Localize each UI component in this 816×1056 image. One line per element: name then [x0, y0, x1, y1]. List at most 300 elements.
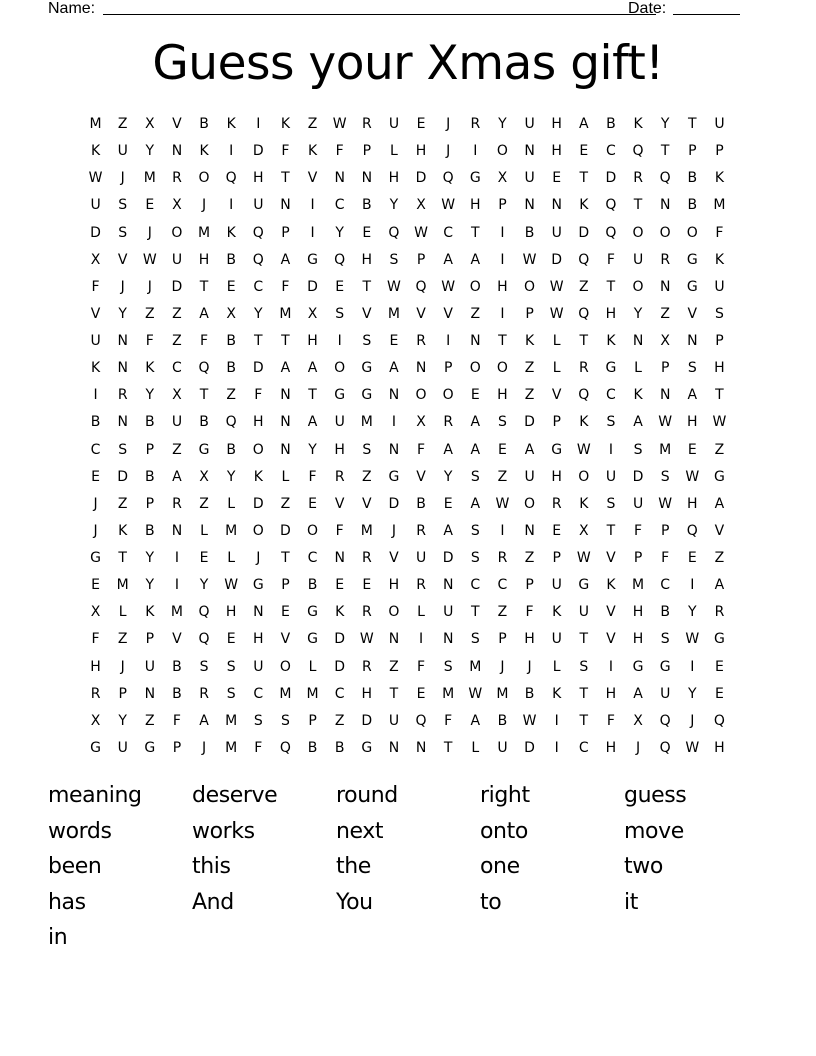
grid-cell[interactable]: R: [361, 658, 372, 675]
grid-cell[interactable]: P: [416, 251, 426, 268]
grid-cell[interactable]: Q: [225, 414, 237, 431]
grid-cell[interactable]: Q: [225, 170, 237, 187]
grid-cell[interactable]: H: [253, 170, 264, 187]
grid-cell[interactable]: S: [660, 468, 670, 485]
grid-cell[interactable]: Y: [498, 116, 507, 132]
grid-cell[interactable]: O: [659, 224, 671, 241]
grid-cell[interactable]: T: [579, 685, 589, 702]
grid-cell[interactable]: D: [388, 495, 400, 512]
grid-cell[interactable]: O: [388, 604, 400, 621]
grid-cell[interactable]: S: [633, 441, 643, 458]
grid-cell[interactable]: S: [470, 550, 480, 566]
grid-cell[interactable]: P: [660, 522, 670, 539]
grid-cell[interactable]: M: [225, 712, 238, 729]
grid-cell[interactable]: T: [199, 278, 209, 295]
grid-cell[interactable]: U: [660, 685, 671, 702]
grid-cell[interactable]: Y: [118, 712, 127, 729]
grid-cell[interactable]: Z: [389, 658, 399, 675]
grid-cell[interactable]: P: [552, 550, 561, 566]
grid-cell[interactable]: B: [226, 333, 236, 349]
grid-cell[interactable]: I: [554, 712, 559, 729]
grid-cell[interactable]: T: [606, 278, 616, 295]
grid-cell[interactable]: E: [199, 550, 209, 566]
grid-cell[interactable]: S: [226, 685, 236, 702]
grid-cell[interactable]: Q: [415, 712, 427, 729]
grid-cell[interactable]: E: [687, 441, 697, 458]
grid-cell[interactable]: D: [280, 522, 291, 539]
grid-cell[interactable]: B: [172, 685, 182, 702]
grid-cell[interactable]: S: [335, 305, 345, 322]
grid-cell[interactable]: M: [469, 658, 482, 675]
grid-cell[interactable]: N: [334, 550, 345, 566]
grid-cell[interactable]: V: [416, 468, 426, 485]
grid-cell[interactable]: O: [252, 522, 264, 539]
grid-cell[interactable]: B: [90, 414, 101, 431]
grid-cell[interactable]: H: [714, 360, 725, 377]
grid-cell[interactable]: B: [497, 712, 508, 729]
grid-cell[interactable]: O: [252, 441, 264, 458]
grid-cell[interactable]: Z: [497, 468, 508, 485]
grid-cell[interactable]: F: [172, 712, 181, 729]
grid-cell[interactable]: K: [90, 360, 101, 377]
grid-cell[interactable]: H: [524, 631, 535, 648]
grid-cell[interactable]: X: [90, 712, 101, 729]
grid-cell[interactable]: G: [90, 739, 101, 756]
grid-cell[interactable]: J: [93, 495, 98, 512]
grid-cell[interactable]: T: [660, 143, 670, 160]
grid-cell[interactable]: X: [199, 468, 209, 485]
grid-cell[interactable]: R: [551, 495, 562, 512]
grid-cell[interactable]: Z: [497, 604, 508, 621]
grid-cell[interactable]: B: [307, 577, 318, 594]
grid-cell[interactable]: Q: [279, 739, 291, 756]
grid-cell[interactable]: S: [443, 658, 453, 675]
grid-cell[interactable]: Z: [172, 441, 182, 458]
grid-cell[interactable]: H: [551, 468, 562, 485]
grid-cell[interactable]: O: [469, 360, 481, 377]
grid-cell[interactable]: Z: [117, 116, 128, 132]
grid-cell[interactable]: X: [633, 712, 643, 729]
grid-cell[interactable]: V: [362, 305, 372, 322]
grid-cell[interactable]: T: [471, 224, 480, 241]
grid-cell[interactable]: Y: [633, 305, 643, 322]
grid-cell[interactable]: E: [443, 495, 453, 512]
grid-cell[interactable]: P: [145, 495, 155, 512]
grid-cell[interactable]: N: [659, 197, 671, 214]
grid-cell[interactable]: I: [256, 116, 261, 132]
grid-cell[interactable]: E: [552, 522, 562, 539]
grid-cell[interactable]: R: [361, 604, 372, 621]
grid-cell[interactable]: U: [551, 224, 562, 241]
grid-cell[interactable]: A: [470, 441, 481, 458]
grid-cell[interactable]: N: [524, 143, 535, 160]
grid-cell[interactable]: Q: [659, 170, 671, 187]
grid-cell[interactable]: G: [605, 360, 617, 377]
grid-cell[interactable]: T: [389, 685, 399, 702]
grid-cell[interactable]: U: [497, 739, 508, 756]
grid-cell[interactable]: D: [578, 224, 590, 241]
grid-cell[interactable]: L: [634, 360, 642, 377]
grid-cell[interactable]: B: [687, 197, 698, 214]
grid-cell[interactable]: N: [442, 577, 454, 594]
grid-cell[interactable]: K: [714, 170, 725, 187]
grid-cell[interactable]: I: [500, 251, 505, 268]
grid-cell[interactable]: M: [442, 685, 455, 702]
grid-cell[interactable]: S: [389, 251, 399, 268]
grid-cell[interactable]: V: [280, 631, 291, 648]
grid-cell[interactable]: G: [714, 631, 725, 648]
grid-cell[interactable]: H: [714, 739, 725, 756]
grid-cell[interactable]: F: [335, 143, 344, 160]
grid-cell[interactable]: K: [145, 360, 155, 377]
grid-cell[interactable]: G: [90, 550, 101, 566]
grid-cell[interactable]: R: [416, 522, 426, 539]
grid-cell[interactable]: Q: [632, 143, 644, 160]
grid-cell[interactable]: T: [199, 387, 209, 404]
grid-cell[interactable]: R: [497, 550, 508, 566]
grid-cell[interactable]: K: [280, 116, 291, 132]
grid-cell[interactable]: D: [632, 468, 644, 485]
grid-cell[interactable]: A: [470, 414, 481, 431]
grid-cell[interactable]: K: [307, 143, 318, 160]
grid-cell[interactable]: E: [416, 116, 426, 132]
grid-cell[interactable]: N: [388, 631, 400, 648]
grid-cell[interactable]: X: [579, 522, 589, 539]
grid-cell[interactable]: I: [229, 197, 234, 214]
grid-cell[interactable]: E: [579, 143, 589, 160]
grid-cell[interactable]: S: [280, 712, 290, 729]
grid-cell[interactable]: L: [118, 604, 127, 621]
grid-cell[interactable]: U: [524, 116, 535, 132]
grid-cell[interactable]: J: [147, 224, 152, 241]
grid-cell[interactable]: I: [418, 631, 424, 648]
grid-cell[interactable]: M: [279, 305, 292, 322]
grid-cell[interactable]: A: [470, 251, 481, 268]
grid-cell[interactable]: I: [690, 658, 695, 675]
grid-cell[interactable]: Z: [172, 333, 182, 349]
grid-cell[interactable]: H: [361, 251, 373, 268]
grid-cell[interactable]: F: [606, 251, 615, 268]
grid-cell[interactable]: K: [226, 116, 236, 132]
grid-cell[interactable]: P: [715, 143, 724, 160]
grid-cell[interactable]: A: [714, 577, 725, 594]
grid-cell[interactable]: N: [659, 278, 671, 295]
grid-cell[interactable]: D: [551, 251, 563, 268]
grid-cell[interactable]: G: [334, 387, 346, 404]
grid-cell[interactable]: L: [227, 495, 236, 512]
grid-cell[interactable]: S: [606, 495, 616, 512]
grid-cell[interactable]: U: [524, 468, 535, 485]
grid-cell[interactable]: Y: [688, 604, 697, 621]
grid-cell[interactable]: B: [199, 414, 209, 431]
grid-cell[interactable]: X: [416, 197, 426, 214]
grid-cell[interactable]: S: [687, 360, 697, 377]
grid-cell[interactable]: E: [362, 224, 372, 241]
grid-cell[interactable]: X: [307, 305, 318, 322]
grid-cell[interactable]: D: [442, 550, 454, 566]
grid-cell[interactable]: T: [308, 387, 317, 404]
grid-cell[interactable]: E: [145, 197, 155, 214]
grid-cell[interactable]: P: [281, 224, 290, 241]
grid-cell[interactable]: J: [635, 739, 641, 756]
grid-cell[interactable]: L: [552, 333, 561, 349]
grid-cell[interactable]: R: [416, 333, 426, 349]
grid-cell[interactable]: W: [332, 116, 347, 132]
grid-cell[interactable]: G: [632, 658, 644, 675]
grid-cell[interactable]: T: [118, 550, 127, 566]
grid-cell[interactable]: D: [252, 495, 264, 512]
grid-cell[interactable]: K: [714, 251, 725, 268]
grid-cell[interactable]: W: [685, 631, 700, 648]
grid-cell[interactable]: U: [144, 658, 155, 675]
grid-cell[interactable]: L: [552, 360, 561, 377]
grid-cell[interactable]: T: [579, 631, 589, 648]
grid-cell[interactable]: B: [660, 604, 670, 621]
grid-cell[interactable]: D: [334, 658, 346, 675]
grid-cell[interactable]: I: [93, 387, 98, 404]
grid-cell[interactable]: C: [660, 577, 671, 594]
grid-cell[interactable]: H: [253, 414, 264, 431]
grid-cell[interactable]: O: [469, 278, 481, 295]
grid-cell[interactable]: W: [414, 224, 428, 241]
grid-cell[interactable]: S: [118, 224, 128, 241]
grid-cell[interactable]: R: [416, 577, 426, 594]
grid-cell[interactable]: T: [579, 333, 589, 349]
grid-cell[interactable]: V: [416, 305, 426, 322]
grid-cell[interactable]: Z: [226, 387, 236, 404]
grid-cell[interactable]: G: [551, 441, 563, 458]
grid-cell[interactable]: H: [307, 333, 318, 349]
grid-cell[interactable]: F: [417, 441, 426, 458]
grid-cell[interactable]: U: [117, 143, 128, 160]
grid-cell[interactable]: M: [170, 604, 183, 621]
grid-cell[interactable]: S: [253, 712, 263, 729]
grid-cell[interactable]: F: [308, 468, 317, 485]
grid-cell[interactable]: Z: [524, 550, 535, 566]
grid-cell[interactable]: B: [226, 251, 236, 268]
grid-cell[interactable]: I: [310, 224, 315, 241]
grid-cell[interactable]: I: [608, 658, 613, 675]
grid-cell[interactable]: Q: [686, 522, 698, 539]
grid-cell[interactable]: Q: [415, 278, 427, 295]
grid-cell[interactable]: X: [172, 387, 182, 404]
grid-cell[interactable]: K: [606, 577, 616, 594]
grid-cell[interactable]: V: [334, 495, 345, 512]
grid-cell[interactable]: D: [307, 278, 318, 295]
grid-cell[interactable]: Y: [389, 197, 399, 214]
grid-cell[interactable]: O: [171, 224, 183, 241]
grid-cell[interactable]: P: [145, 631, 155, 648]
grid-cell[interactable]: F: [715, 224, 724, 241]
grid-cell[interactable]: P: [172, 739, 182, 756]
date-field-line[interactable]: [673, 14, 740, 15]
grid-cell[interactable]: W: [658, 495, 673, 512]
grid-cell[interactable]: C: [497, 577, 508, 594]
grid-cell[interactable]: O: [632, 224, 644, 241]
grid-cell[interactable]: R: [714, 604, 725, 621]
grid-cell[interactable]: V: [117, 251, 128, 268]
grid-cell[interactable]: B: [362, 197, 372, 214]
grid-cell[interactable]: H: [632, 604, 644, 621]
grid-cell[interactable]: D: [252, 360, 264, 377]
grid-cell[interactable]: N: [171, 522, 183, 539]
grid-cell[interactable]: A: [307, 414, 318, 431]
grid-cell[interactable]: B: [145, 522, 155, 539]
grid-cell[interactable]: A: [172, 468, 182, 485]
grid-cell[interactable]: N: [280, 197, 291, 214]
grid-cell[interactable]: Q: [713, 712, 725, 729]
grid-cell[interactable]: T: [281, 333, 290, 349]
grid-cell[interactable]: R: [660, 251, 671, 268]
grid-cell[interactable]: B: [606, 116, 616, 132]
grid-cell[interactable]: J: [256, 550, 261, 566]
grid-cell[interactable]: S: [660, 631, 670, 648]
grid-cell[interactable]: Z: [470, 305, 481, 322]
grid-cell[interactable]: S: [497, 414, 507, 431]
grid-cell[interactable]: I: [690, 577, 695, 594]
grid-cell[interactable]: T: [579, 170, 589, 187]
grid-cell[interactable]: I: [500, 522, 505, 539]
grid-cell[interactable]: H: [388, 170, 400, 187]
grid-cell[interactable]: N: [551, 197, 562, 214]
grid-cell[interactable]: A: [443, 522, 453, 539]
grid-cell[interactable]: Y: [145, 577, 155, 594]
grid-cell[interactable]: U: [90, 197, 101, 214]
grid-cell[interactable]: U: [171, 251, 183, 268]
grid-cell[interactable]: M: [659, 441, 672, 458]
grid-cell[interactable]: N: [117, 360, 128, 377]
grid-cell[interactable]: G: [307, 631, 318, 648]
grid-cell[interactable]: P: [498, 631, 507, 648]
grid-cell[interactable]: P: [145, 441, 155, 458]
grid-cell[interactable]: Z: [362, 468, 372, 485]
grid-cell[interactable]: V: [172, 116, 182, 132]
grid-cell[interactable]: A: [687, 387, 698, 404]
grid-cell[interactable]: W: [522, 251, 537, 268]
grid-cell[interactable]: C: [606, 387, 616, 404]
grid-cell[interactable]: S: [118, 441, 128, 458]
grid-cell[interactable]: F: [200, 333, 209, 349]
grid-cell[interactable]: U: [632, 251, 644, 268]
grid-cell[interactable]: N: [415, 360, 427, 377]
grid-cell[interactable]: Q: [388, 224, 400, 241]
grid-cell[interactable]: U: [388, 712, 400, 729]
grid-cell[interactable]: H: [415, 143, 427, 160]
grid-cell[interactable]: N: [280, 441, 291, 458]
grid-cell[interactable]: N: [388, 441, 400, 458]
grid-cell[interactable]: A: [280, 360, 291, 377]
grid-cell[interactable]: Z: [117, 631, 128, 648]
grid-cell[interactable]: T: [606, 522, 616, 539]
grid-cell[interactable]: M: [632, 577, 645, 594]
grid-cell[interactable]: Z: [714, 550, 725, 566]
grid-cell[interactable]: P: [660, 360, 670, 377]
grid-cell[interactable]: X: [497, 170, 508, 187]
grid-cell[interactable]: M: [496, 685, 509, 702]
grid-cell[interactable]: D: [524, 414, 535, 431]
grid-cell[interactable]: K: [552, 604, 562, 621]
grid-cell[interactable]: Z: [334, 712, 345, 729]
grid-cell[interactable]: L: [308, 658, 317, 675]
grid-cell[interactable]: R: [90, 685, 101, 702]
grid-cell[interactable]: T: [498, 333, 507, 349]
grid-cell[interactable]: I: [500, 224, 505, 241]
grid-cell[interactable]: K: [579, 495, 589, 512]
grid-cell[interactable]: Y: [443, 468, 453, 485]
grid-cell[interactable]: W: [441, 197, 456, 214]
grid-cell[interactable]: G: [361, 739, 373, 756]
grid-cell[interactable]: Q: [252, 224, 264, 241]
grid-cell[interactable]: U: [388, 116, 400, 132]
grid-cell[interactable]: F: [254, 739, 263, 756]
grid-cell[interactable]: F: [444, 712, 453, 729]
grid-cell[interactable]: J: [120, 170, 125, 187]
grid-cell[interactable]: X: [90, 604, 101, 621]
grid-cell[interactable]: S: [199, 658, 209, 675]
grid-cell[interactable]: U: [171, 414, 183, 431]
grid-cell[interactable]: J: [446, 143, 451, 160]
grid-cell[interactable]: J: [500, 658, 505, 675]
grid-cell[interactable]: W: [576, 441, 591, 458]
grid-cell[interactable]: C: [606, 143, 616, 160]
grid-cell[interactable]: U: [524, 170, 535, 187]
grid-cell[interactable]: D: [361, 712, 373, 729]
grid-cell[interactable]: Z: [280, 495, 291, 512]
grid-cell[interactable]: Q: [578, 387, 590, 404]
grid-cell[interactable]: O: [279, 658, 291, 675]
grid-cell[interactable]: M: [143, 170, 156, 187]
grid-cell[interactable]: P: [308, 712, 317, 729]
grid-cell[interactable]: A: [470, 495, 481, 512]
grid-cell[interactable]: G: [307, 604, 318, 621]
grid-cell[interactable]: I: [174, 577, 179, 594]
grid-cell[interactable]: Z: [660, 305, 670, 322]
grid-cell[interactable]: D: [415, 170, 427, 187]
grid-cell[interactable]: W: [685, 739, 700, 756]
grid-cell[interactable]: J: [201, 739, 207, 756]
grid-cell[interactable]: J: [147, 278, 152, 295]
grid-cell[interactable]: P: [525, 577, 534, 594]
name-field-line[interactable]: [103, 14, 656, 15]
grid-cell[interactable]: Q: [578, 305, 590, 322]
grid-cell[interactable]: V: [172, 631, 182, 648]
grid-cell[interactable]: C: [334, 197, 345, 214]
grid-cell[interactable]: H: [225, 604, 237, 621]
grid-cell[interactable]: W: [224, 577, 239, 594]
grid-cell[interactable]: O: [524, 278, 536, 295]
grid-cell[interactable]: Q: [198, 631, 210, 648]
grid-cell[interactable]: N: [334, 170, 345, 187]
grid-cell[interactable]: C: [172, 360, 182, 377]
grid-cell[interactable]: N: [659, 387, 671, 404]
grid-cell[interactable]: T: [281, 170, 290, 187]
grid-cell[interactable]: O: [415, 387, 427, 404]
grid-cell[interactable]: C: [334, 685, 345, 702]
grid-cell[interactable]: O: [496, 360, 508, 377]
grid-cell[interactable]: H: [551, 116, 562, 132]
grid-cell[interactable]: T: [281, 550, 290, 566]
grid-cell[interactable]: S: [470, 468, 480, 485]
grid-cell[interactable]: Y: [688, 685, 697, 702]
grid-cell[interactable]: K: [552, 685, 562, 702]
grid-cell[interactable]: Y: [145, 143, 155, 160]
grid-cell[interactable]: Y: [254, 305, 263, 322]
grid-cell[interactable]: L: [552, 658, 561, 675]
grid-cell[interactable]: G: [686, 251, 698, 268]
grid-cell[interactable]: H: [253, 631, 264, 648]
grid-cell[interactable]: M: [387, 305, 400, 322]
grid-cell[interactable]: C: [253, 685, 264, 702]
